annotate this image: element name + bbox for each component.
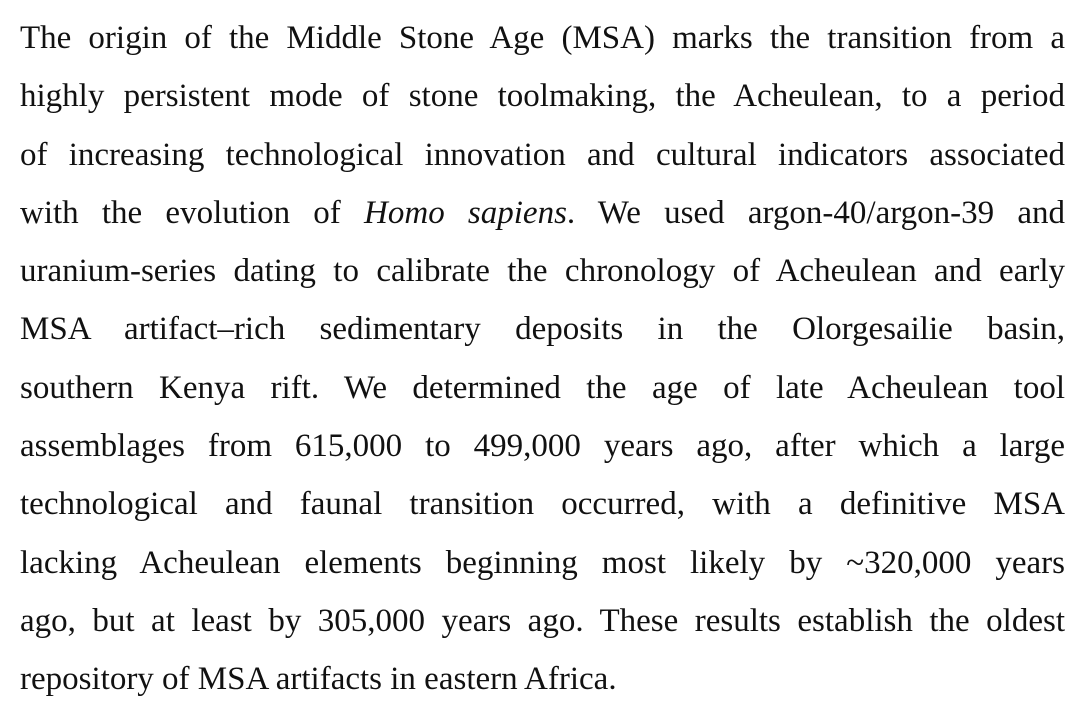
abstract-line (20, 184, 1065, 242)
abstract-line: MSA artifact–rich sedimentary deposits in the Olorgesailie basin, (20, 311, 1065, 348)
abstract-text: with the evolution of (20, 194, 365, 231)
abstract-line: southern Kenya rift. We determined the age of late Acheulean tool (20, 369, 1065, 406)
abstract-line: repository of MSA artifacts in eastern Africa. (20, 661, 617, 698)
abstract-line: highly persistent mode of stone toolmaking, the Acheulean, to a period (20, 78, 1065, 115)
abstract-line: of increasing technological innovation and cultural indicators associated (20, 136, 1065, 173)
abstract-text: . We used argon-40/argon-39 and (566, 194, 1065, 231)
abstract-line: ago, but at least by 305,000 years ago. These results establish the oldest (20, 602, 1065, 639)
abstract-line: lacking Acheulean elements beginning most likely by ~320,000 years (20, 544, 1065, 581)
abstract-line: The origin of the Middle Stone Age (MSA) marks the transition from a (20, 20, 1065, 56)
species-name: Homo sapiens (364, 194, 567, 231)
abstract-line: technological and faunal transition occurred, with a definitive MSA (20, 486, 1065, 523)
abstract-line: assemblages from 615,000 to 499,000 years ago, after which a large (20, 428, 1065, 465)
abstract-paragraph (20, 9, 1065, 709)
abstract-line: uranium-series dating to calibrate the chronology of Acheulean and early (20, 253, 1065, 290)
